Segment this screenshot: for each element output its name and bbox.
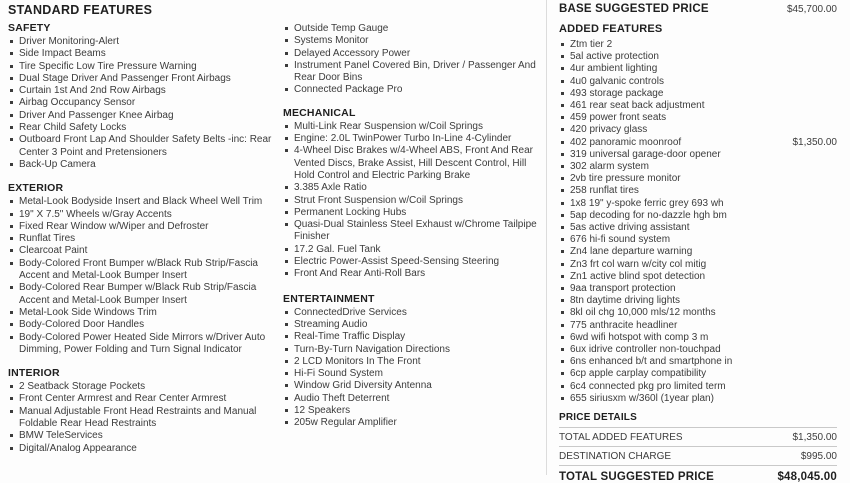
bullet-icon (561, 43, 564, 46)
section-header-exterior: EXTERIOR (8, 182, 64, 195)
feature-item (8, 221, 274, 233)
feature-item (283, 256, 542, 268)
bullet-icon (10, 385, 13, 388)
bullet-icon (285, 348, 288, 351)
bullet-icon (285, 199, 288, 202)
feature-item (8, 61, 274, 73)
feature-item (559, 149, 837, 161)
feature-item-label: Clearcoat Paint (19, 245, 88, 257)
section-header-safety: SAFETY (8, 22, 51, 34)
feature-item-label: Metal-Look Bodyside Insert and Black Wheel Well Trim (19, 196, 263, 208)
price-details (559, 410, 837, 483)
feature-item (283, 182, 542, 194)
feature-item-label: 4u0 galvanic controls (570, 75, 664, 87)
feature-item (559, 222, 837, 234)
feature-item-label: 9aa transport protection (570, 283, 676, 295)
bullet-icon (285, 323, 288, 326)
bullet-icon (285, 311, 288, 314)
bullet-icon (285, 421, 288, 424)
feature-item (559, 283, 837, 295)
feature-item-label: 6c4 connected pkg pro limited term (570, 380, 726, 392)
feature-item-label: 420 privacy glass (570, 124, 648, 136)
feature-item (8, 381, 274, 393)
feature-item-label: Systems Monitor (294, 35, 369, 47)
bullet-icon (10, 323, 13, 326)
feature-item-label: Outside Temp Gauge (294, 23, 389, 34)
feature-item (559, 344, 837, 356)
feature-item-label: Side Impact Beams (19, 48, 106, 60)
feature-item (559, 332, 837, 344)
bullet-icon (10, 77, 13, 80)
feature-item (8, 430, 274, 442)
feature-item-label: Audio Theft Deterrent (294, 392, 390, 404)
bullet-icon (561, 67, 564, 70)
feature-item (283, 219, 542, 244)
section-entertainment (283, 293, 542, 430)
feature-item-label: 19" X 7.5" Wheels w/Gray Accents (19, 208, 172, 220)
feature-item (283, 60, 542, 85)
bullet-icon (561, 214, 564, 217)
feature-item-label: Quasi-Dual Stainless Steel Exhaust w/Chrome Tailpipe Finisher (294, 219, 537, 243)
price-details-title: PRICE DETAILS (559, 410, 837, 428)
total-suggested-price-row (559, 466, 837, 483)
bullet-icon (561, 202, 564, 205)
bullet-icon (285, 384, 288, 387)
bullet-icon (10, 311, 13, 314)
bullet-icon (10, 126, 13, 129)
feature-item-label: 5al active protection (570, 51, 659, 63)
feature-item-label: 6ns enhanced b/t and smartphone in (570, 356, 733, 368)
total-added-features-value: $1,350.00 (792, 431, 837, 443)
bullet-icon (285, 52, 288, 55)
feature-item-label: 2vb tire pressure monitor (570, 173, 681, 185)
added-features-title: ADDED FEATURES (559, 23, 663, 35)
feature-item-label: BMW TeleServices (19, 430, 103, 442)
bullet-icon (561, 238, 564, 241)
section-safety (8, 22, 274, 171)
feature-item-label: Tire Specific Low Tire Pressure Warning (19, 60, 197, 72)
feature-item (283, 368, 542, 380)
bullet-icon (10, 262, 13, 265)
feature-item-label: Driver And Passenger Knee Airbag (19, 109, 174, 121)
feature-item-label: 8tn daytime driving lights (570, 295, 681, 307)
feature-item (283, 48, 542, 60)
feature-item (8, 332, 274, 357)
feature-item-label: 2 LCD Monitors In The Front (294, 355, 421, 367)
feature-item (283, 331, 542, 343)
feature-item-label: 5as active driving assistant (570, 222, 690, 234)
feature-item-label: Instrument Panel Covered Bin, Driver / Passenger And Rear Door Bins (294, 59, 536, 84)
bullet-icon (561, 80, 564, 83)
destination-charge-row (559, 447, 837, 466)
bullet-icon (285, 335, 288, 338)
feature-item-label: Turn-By-Turn Navigation Directions (294, 343, 450, 355)
bullet-icon (10, 213, 13, 216)
feature-item (283, 121, 542, 133)
feature-item (559, 295, 837, 307)
feature-item-label: Back-Up Camera (19, 158, 96, 170)
feature-item-label: 459 power front seats (570, 112, 667, 124)
feature-item-label: Airbag Occupancy Sensor (19, 97, 136, 109)
bullet-icon (561, 287, 564, 290)
section-exterior (8, 182, 274, 356)
bullet-icon (10, 286, 13, 289)
feature-item-label: Driver Monitoring-Alert (19, 36, 120, 47)
feature-item (8, 406, 274, 431)
bullet-icon (10, 225, 13, 228)
feature-item-label: Metal-Look Side Windows Trim (19, 306, 157, 318)
feature-item (559, 63, 837, 75)
base-price-label: BASE SUGGESTED PRICE (559, 3, 709, 15)
feature-item (559, 161, 837, 173)
bullet-icon (561, 177, 564, 180)
standard-features-column-2 (283, 23, 542, 430)
bullet-icon (561, 104, 564, 107)
feature-item (8, 48, 274, 60)
total-added-features-row (559, 428, 837, 447)
feature-item (283, 356, 542, 368)
base-price-value: $45,700.00 (786, 4, 837, 15)
bullet-icon (285, 88, 288, 91)
feature-item-label: 1x8 19" y-spoke ferric grey 693 wh (570, 197, 724, 209)
feature-item-label: Front And Rear Anti-Roll Bars (294, 268, 426, 280)
feature-item (559, 393, 837, 405)
feature-item-label: 4ur ambient lighting (570, 63, 658, 75)
bullet-icon (285, 409, 288, 412)
feature-item (283, 344, 542, 356)
feature-item-label: Real-Time Traffic Display (294, 331, 406, 343)
feature-item (283, 380, 542, 392)
feature-item (8, 209, 274, 221)
feature-item (559, 381, 837, 393)
feature-item (8, 196, 274, 208)
feature-item-label: 775 anthracite headliner (570, 319, 678, 331)
bullet-icon (10, 40, 13, 43)
interior-feature-list (8, 381, 274, 455)
bullet-icon (561, 189, 564, 192)
feature-item-label: Outboard Front Lap And Shoulder Safety Belts -inc: Rear Center 3 Point and Pretensioners (19, 134, 272, 158)
bullet-icon (10, 200, 13, 203)
feature-item (8, 85, 274, 97)
feature-item (283, 207, 542, 219)
feature-item (8, 245, 274, 257)
bullet-icon (285, 248, 288, 251)
feature-item (283, 393, 542, 405)
bullet-icon (561, 263, 564, 266)
destination-charge-label: DESTINATION CHARGE (559, 450, 672, 462)
bullet-icon (561, 385, 564, 388)
bullet-icon (285, 223, 288, 226)
mechanical-feature-list (283, 121, 542, 281)
feature-item (559, 51, 837, 63)
bullet-icon (561, 92, 564, 95)
feature-item-label: Body-Colored Rear Bumper w/Black Rub Strip/Fascia Accent and Metal-Look Bumper Insert (19, 282, 257, 306)
feature-item-label: Rear Child Safety Locks (19, 122, 127, 134)
bullet-icon (285, 64, 288, 67)
feature-item-label: ConnectedDrive Services (294, 306, 407, 318)
feature-item (283, 145, 542, 182)
feature-item-label: 17.2 Gal. Fuel Tank (294, 243, 381, 255)
feature-item-label: 302 alarm system (570, 161, 649, 173)
feature-item (559, 368, 837, 380)
bullet-icon (10, 65, 13, 68)
feature-item-label: Body-Colored Front Bumper w/Black Rub Strip/Fascia Accent and Metal-Look Bumper Insert (19, 257, 258, 282)
feature-item (283, 319, 542, 331)
standard-features-column-1 (8, 3, 274, 455)
total-suggested-price-label: TOTAL SUGGESTED PRICE (559, 470, 714, 483)
feature-item-label: Zn1 active blind spot detection (570, 270, 706, 282)
feature-item (559, 124, 837, 136)
feature-item (559, 185, 837, 197)
feature-item (8, 97, 274, 109)
section-header-mechanical: MECHANICAL (283, 106, 356, 119)
feature-item-label: 493 storage package (570, 87, 664, 99)
feature-item (8, 134, 274, 159)
bullet-icon (10, 114, 13, 117)
feature-item-label: Digital/Analog Appearance (19, 442, 137, 454)
feature-item (559, 356, 837, 368)
bullet-icon (10, 336, 13, 339)
feature-item (8, 122, 274, 134)
feature-item (283, 417, 542, 429)
feature-item-label: Runflat Tires (19, 233, 76, 245)
feature-item-label: Fixed Rear Window w/Wiper and Defroster (19, 220, 209, 232)
feature-item (559, 259, 837, 271)
total-suggested-price-value: $48,045.00 (777, 470, 837, 483)
feature-item-label: 2 Seatback Storage Pockets (19, 381, 146, 393)
bullet-icon (561, 250, 564, 253)
bullet-icon (561, 226, 564, 229)
bullet-icon (10, 138, 13, 141)
feature-item-label: 205w Regular Amplifier (294, 417, 397, 429)
bullet-icon (285, 137, 288, 140)
feature-item (8, 110, 274, 122)
feature-item (8, 319, 274, 331)
section-mechanical (283, 107, 542, 281)
feature-item-label: 12 Speakers (294, 405, 351, 417)
feature-item (8, 393, 274, 405)
feature-item (8, 258, 274, 283)
feature-item (283, 405, 542, 417)
bullet-icon (285, 260, 288, 263)
section-header-entertainment: ENTERTAINMENT (283, 292, 375, 305)
bullet-icon (10, 434, 13, 437)
feature-item (8, 36, 274, 48)
feature-item (559, 271, 837, 283)
feature-item (559, 137, 837, 149)
bullet-icon (10, 163, 13, 166)
feature-item (559, 39, 837, 51)
feature-item-label: Hi-Fi Sound System (294, 368, 383, 380)
total-added-features-label: TOTAL ADDED FEATURES (559, 431, 683, 443)
feature-item-label: Body-Colored Power Heated Side Mirrors w/Driver Auto Dimming, Power Folding and Turn Signal Indicator (19, 331, 266, 355)
bullet-icon (561, 372, 564, 375)
feature-item-label: 461 rear seat back adjustment (570, 100, 705, 112)
feature-item-label: Window Grid Diversity Antenna (294, 380, 432, 392)
feature-item-label: 6wd wifi hotspot with comp 3 m (570, 331, 709, 343)
feature-item (283, 268, 542, 280)
bullet-icon (561, 348, 564, 351)
bullet-icon (10, 397, 13, 400)
bullet-icon (10, 52, 13, 55)
feature-item-label: Manual Adjustable Front Head Restraints and Manual Foldable Rear Head Restraints (19, 405, 257, 430)
bullet-icon (285, 149, 288, 152)
bullet-icon (561, 336, 564, 339)
bullet-icon (285, 272, 288, 275)
feature-item-label: Permanent Locking Hubs (294, 206, 407, 218)
feature-item-label: 676 hi-fi sound system (570, 234, 671, 246)
destination-charge-value: $995.00 (800, 450, 837, 462)
bullet-icon (561, 153, 564, 156)
feature-item (8, 282, 274, 307)
feature-item-label: Curtain 1st And 2nd Row Airbags (19, 85, 166, 97)
feature-item (8, 233, 274, 245)
feature-item (283, 307, 542, 319)
bullet-icon (10, 410, 13, 413)
feature-item-label: Engine: 2.0L TwinPower Turbo In-Line 4-Cylinder (294, 133, 512, 145)
feature-item (283, 195, 542, 207)
feature-item-label: Electric Power-Assist Speed-Sensing Steering (294, 256, 500, 268)
feature-item (283, 35, 542, 47)
bullet-icon (10, 447, 13, 450)
interior-continued-feature-list (283, 23, 542, 97)
feature-item (8, 73, 274, 85)
feature-item-label: 6cp apple carplay compatibility (570, 368, 707, 380)
bullet-icon (10, 237, 13, 240)
section-header-interior: INTERIOR (8, 367, 60, 380)
bullet-icon (561, 128, 564, 131)
bullet-icon (561, 324, 564, 327)
feature-item (559, 173, 837, 185)
feature-item-label: 319 universal garage-door opener (570, 148, 721, 160)
safety-feature-list (8, 36, 274, 171)
feature-item-label: Zn4 lane departure warning (570, 246, 693, 258)
feature-item (559, 76, 837, 88)
feature-item-label: Connected Package Pro (294, 84, 403, 96)
bullet-icon (285, 211, 288, 214)
feature-item-label: 4-Wheel Disc Brakes w/4-Wheel ABS, Front And Rear Vented Discs, Brake Assist, Hill Descent Control, Hill Hold Control and Electric Parking Brake (294, 145, 533, 181)
bullet-icon (10, 249, 13, 252)
bullet-icon (561, 311, 564, 314)
feature-item-price: $1,350.00 (792, 136, 837, 148)
bullet-icon (561, 397, 564, 400)
feature-item (559, 88, 837, 100)
feature-item-label: 655 siriusxm w/360l (1year plan) (570, 392, 714, 404)
feature-item (559, 320, 837, 332)
feature-item-label: Dual Stage Driver And Passenger Front Airbags (19, 72, 231, 84)
bullet-icon (285, 125, 288, 128)
feature-item-label: Multi-Link Rear Suspension w/Coil Springs (294, 120, 483, 132)
column-divider (546, 0, 547, 475)
feature-item (283, 23, 542, 35)
feature-item-label: Streaming Audio (294, 318, 368, 330)
feature-item (559, 307, 837, 319)
feature-item (8, 443, 274, 455)
added-features-list (559, 39, 837, 405)
bullet-icon (285, 27, 288, 30)
feature-item (8, 307, 274, 319)
feature-item-label: 402 panoramic moonroof (570, 136, 682, 148)
bullet-icon (285, 372, 288, 375)
feature-item-label: Strut Front Suspension w/Coil Springs (294, 194, 463, 206)
feature-item (559, 100, 837, 112)
bullet-icon (10, 101, 13, 104)
bullet-icon (561, 116, 564, 119)
pricing-column (559, 3, 837, 483)
bullet-icon (561, 55, 564, 58)
base-price-row (559, 3, 837, 15)
bullet-icon (285, 360, 288, 363)
bullet-icon (10, 89, 13, 92)
feature-item (559, 234, 837, 246)
feature-item (559, 210, 837, 222)
bullet-icon (561, 360, 564, 363)
bullet-icon (561, 141, 564, 144)
exterior-feature-list (8, 196, 274, 356)
feature-item (559, 112, 837, 124)
bullet-icon (285, 186, 288, 189)
bullet-icon (285, 39, 288, 42)
feature-item (283, 244, 542, 256)
feature-item-label: 8kl oil chg 10,000 mls/12 months (570, 307, 716, 319)
bullet-icon (561, 165, 564, 168)
feature-item-label: Zn3 frt col warn w/city col mitig (570, 258, 707, 270)
feature-item-label: 258 runflat tires (570, 185, 639, 197)
feature-item (283, 84, 542, 96)
feature-item (559, 246, 837, 258)
section-interior (8, 367, 274, 455)
feature-item-label: Front Center Armrest and Rear Center Armrest (19, 393, 227, 405)
page-title: STANDARD FEATURES (8, 3, 153, 17)
feature-item (559, 198, 837, 210)
feature-item-label: Ztm tier 2 (570, 39, 613, 50)
feature-item-label: Delayed Accessory Power (294, 47, 411, 59)
bullet-icon (285, 397, 288, 400)
feature-item (283, 133, 542, 145)
feature-item-label: 6ux idrive controller non-touchpad (570, 344, 721, 356)
feature-item (8, 159, 274, 171)
bullet-icon (561, 299, 564, 302)
bullet-icon (561, 275, 564, 278)
feature-item-label: 3.385 Axle Ratio (294, 182, 367, 194)
feature-item-label: Body-Colored Door Handles (19, 319, 145, 331)
entertainment-feature-list (283, 307, 542, 430)
feature-item-label: 5ap decoding for no-dazzle hgh bm (570, 209, 727, 221)
